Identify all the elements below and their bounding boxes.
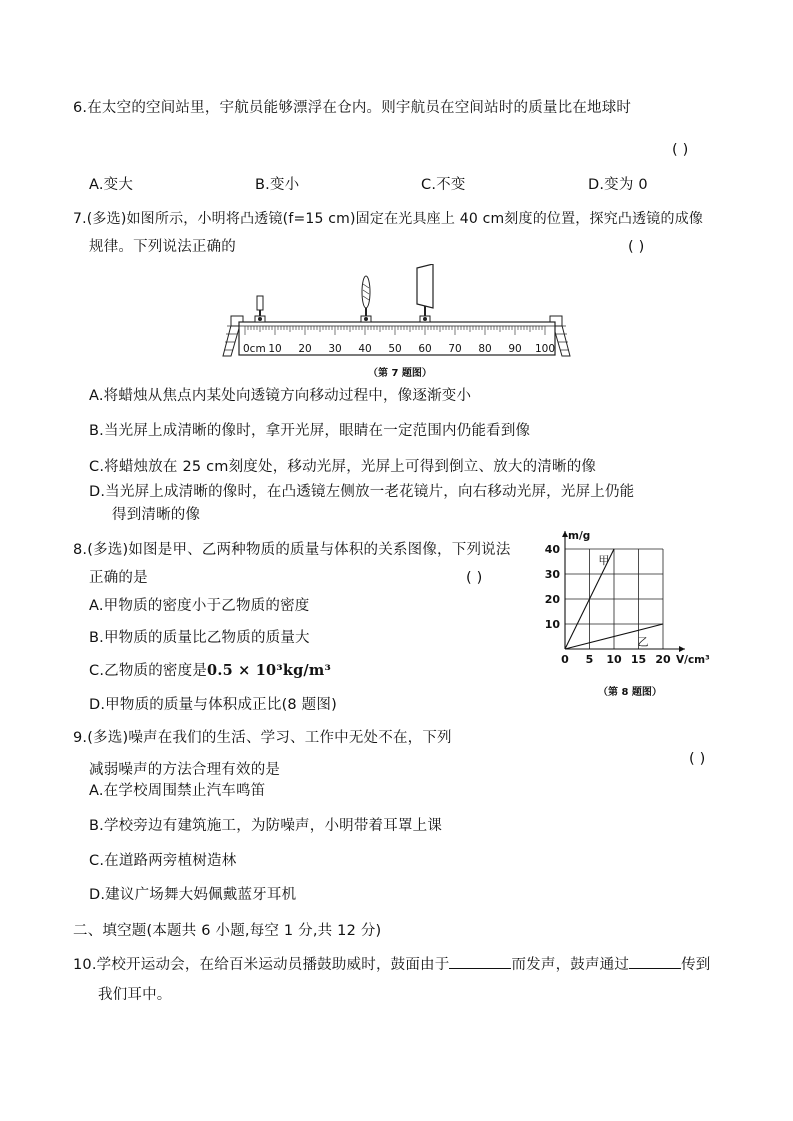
q7-option-d: D.当光屏上成清晰的像时，在凸透镜左侧放一老花镜片，向右移动光屏，光屏上仍能 — [89, 484, 635, 500]
x-axis-label: V/cm³ — [676, 654, 710, 666]
x-tick-label: 0 — [561, 653, 569, 666]
q8-option-b: B.甲物质的质量比乙物质的质量大 — [89, 630, 310, 646]
q8-option-d: D.甲物质的质量与体积成正比(8 题图) — [89, 697, 337, 713]
ruler-label: 30 — [328, 343, 342, 355]
y-tick-label: 10 — [544, 618, 560, 631]
y-axis-label: m/g — [568, 530, 591, 542]
y-tick-label: 20 — [544, 593, 560, 606]
q10-part1: 10.学校开运动会，在给百米运动员播鼓助威时，鼓面由于 — [73, 957, 450, 973]
q8-answer-paren: ( ) — [466, 570, 483, 586]
q10-line1 — [73, 954, 710, 974]
q6-stem: 6.在太空的空间站里，宇航员能够漂浮在仓内。则宇航员在空间站时的质量比在地球时 — [73, 100, 632, 116]
q8-density-value: 0.5 × 10³kg/m³ — [207, 662, 332, 679]
ruler-label: 50 — [388, 343, 402, 355]
convex-lens — [361, 276, 371, 322]
q9-stem-line1: 9.(多选)噪声在我们的生活、学习、工作中无处不在，下列 — [73, 730, 452, 746]
q8-option-a: A.甲物质的密度小于乙物质的密度 — [89, 598, 310, 614]
x-tick-label: 10 — [606, 653, 622, 666]
optical-bench-figure — [215, 264, 580, 360]
mass-volume-chart — [540, 527, 715, 673]
candle — [255, 296, 265, 322]
q10-blank-2[interactable] — [629, 954, 681, 969]
q8-stem-line1: 8.(多选)如图是甲、乙两种物质的质量与体积的关系图像，下列说法 — [73, 542, 511, 558]
q7-option-b: B.当光屏上成清晰的像时，拿开光屏，眼睛在一定范围内仍能看到像 — [89, 423, 531, 439]
q6-option-a: A.变大 — [89, 177, 134, 193]
y-tick-label: 40 — [544, 543, 560, 556]
q9-answer-paren: ( ) — [689, 751, 706, 767]
series-label-yi: 乙 — [637, 635, 649, 649]
q9-stem-line2: 减弱噪声的方法合理有效的是 — [89, 762, 281, 778]
q9-option-c: C.在道路两旁植树造林 — [89, 853, 237, 869]
q7-option-a: A.将蜡烛从焦点内某处向透镜方向移动过程中，像逐渐变小 — [89, 388, 472, 404]
ruler-label: 20 — [298, 343, 312, 355]
q9-option-d: D.建议广场舞大妈佩戴蓝牙耳机 — [89, 887, 297, 903]
q10-blank-1[interactable] — [449, 954, 511, 969]
q7-option-c: C.将蜡烛放在 25 cm刻度处，移动光屏，光屏上可得到倒立、放大的清晰的像 — [89, 459, 597, 475]
light-screen — [417, 264, 433, 322]
q10-part3: 传到 — [681, 957, 711, 973]
ruler-label: 80 — [478, 343, 492, 355]
chart-labels — [545, 530, 710, 666]
q7-stem-line1: 7.(多选)如图所示，小明将凸透镜(f=15 cm)固定在光具座上 40 cm刻度的位置，探究凸透镜的成像 — [73, 211, 704, 227]
q8-stem-line2: 正确的是 — [89, 570, 148, 586]
q9-option-b: B.学校旁边有建筑施工，为防噪声，小明带着耳罩上课 — [89, 818, 443, 834]
q8-figure-caption: （第 8 题图） — [598, 687, 662, 698]
q10-part2: 而发声，鼓声通过 — [511, 957, 630, 973]
x-tick-label: 5 — [585, 653, 594, 666]
q8-option-c — [89, 662, 331, 680]
q6-answer-paren: ( ) — [672, 142, 689, 158]
q10-line2: 我们耳中。 — [98, 987, 172, 1003]
section2-title: 二、填空题(本题共 6 小题,每空 1 分,共 12 分) — [73, 923, 382, 939]
ruler-label: 0cm — [243, 343, 266, 355]
q7-answer-paren: ( ) — [628, 239, 645, 255]
ruler-label: 70 — [448, 343, 462, 355]
q6-option-d: D.变为 0 — [588, 177, 648, 193]
q6-option-b: B.变小 — [255, 177, 300, 193]
q7-stem-line2: 规律。下列说法正确的 — [89, 239, 236, 255]
q9-option-a: A.在学校周围禁止汽车鸣笛 — [89, 783, 266, 799]
q6-option-c: C.不变 — [421, 177, 466, 193]
ruler-label: 100 — [534, 343, 556, 355]
y-tick-label: 30 — [544, 568, 560, 581]
ruler-label: 90 — [508, 343, 522, 355]
x-tick-label: 15 — [630, 653, 647, 666]
ruler-label: 40 — [358, 343, 372, 355]
q7-option-d-continued: 得到清晰的像 — [112, 507, 201, 523]
ruler-label: 60 — [418, 343, 432, 355]
series-label-jia: 甲 — [598, 554, 610, 567]
ruler-label: 10 — [268, 343, 282, 355]
chart-grid — [565, 549, 663, 649]
x-axis-arrow — [679, 646, 685, 652]
x-tick-label: 20 — [655, 653, 671, 666]
q8-option-c-text: C.乙物质的密度是 — [89, 663, 208, 679]
q7-figure-caption: （第 7 题图） — [368, 368, 432, 379]
